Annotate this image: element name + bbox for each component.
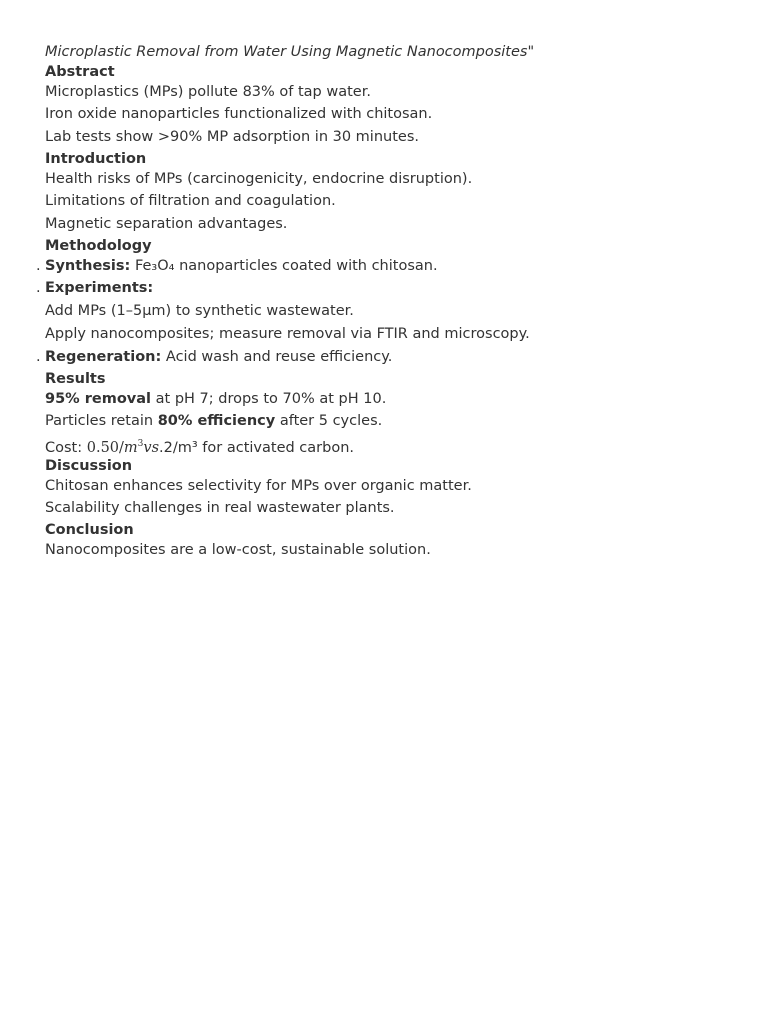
discussion-heading: Discussion — [45, 458, 133, 474]
discussion-line: Scalability challenges in real wastewater plants. — [45, 500, 395, 516]
cost-math — [87, 440, 159, 456]
cost-math-vs: vs — [143, 440, 160, 456]
abstract-line: Iron oxide nanoparticles functionalized with chitosan. — [45, 106, 433, 122]
introduction-heading: Introduction — [45, 151, 147, 167]
cost-math-num: 0.50/ — [86, 440, 124, 456]
efficiency-bold: 80% efficiency — [157, 413, 276, 429]
methodology-item-experiments — [36, 277, 768, 300]
removal-rest: at pH 7; drops to 70% at pH 10. — [151, 391, 387, 407]
regeneration-text: Acid wash and reuse efficiency. — [161, 349, 393, 365]
abstract-line: Microplastics (MPs) pollute 83% of tap water. — [45, 84, 371, 100]
abstract-line: Lab tests show >90% MP adsorption in 30 minutes. — [45, 129, 419, 145]
cost-math-sup: 3 — [137, 439, 144, 449]
synthesis-label: Synthesis: — [45, 258, 131, 274]
document-title: Microplastic Removal from Water Using Magnetic Nanocomposites" — [45, 44, 535, 60]
methodology-item-synthesis — [36, 256, 768, 277]
introduction-line: Health risks of MPs (carcinogenicity, endocrine disruption). — [45, 171, 473, 187]
conclusion-line: Nanocomposites are a low-cost, sustainable solution. — [45, 542, 431, 558]
cost-math-m: m — [123, 440, 138, 456]
methodology-heading: Methodology — [45, 238, 152, 254]
removal-bold: 95% removal — [45, 391, 152, 407]
bullet-mark: . — [36, 258, 41, 274]
cost-pre: Cost: — [45, 440, 87, 456]
results-line-efficiency — [45, 410, 768, 433]
bullet-mark: . — [36, 280, 41, 296]
conclusion-heading: Conclusion — [45, 522, 134, 538]
regeneration-label: Regeneration: — [45, 349, 162, 365]
abstract-heading: Abstract — [45, 64, 115, 80]
introduction-line: Magnetic separation advantages. — [45, 216, 288, 232]
results-line-cost — [45, 433, 768, 456]
experiment-line: Add MPs (1–5μm) to synthetic wastewater. — [45, 303, 354, 319]
efficiency-pre: Particles retain — [45, 413, 158, 429]
experiment-line: Apply nanocomposites; measure removal via FTIR and microscopy. — [45, 326, 530, 342]
cost-rest: .2/m³ for activated carbon. — [159, 440, 354, 456]
results-heading: Results — [45, 371, 106, 387]
discussion-line: Chitosan enhances selectivity for MPs over organic matter. — [45, 478, 472, 494]
methodology-item-regeneration — [36, 346, 768, 369]
efficiency-rest: after 5 cycles. — [275, 413, 383, 429]
synthesis-text: Fe₃O₄ nanoparticles coated with chitosan. — [130, 258, 438, 274]
experiments-label: Experiments: — [45, 280, 154, 296]
bullet-mark: . — [36, 349, 41, 365]
results-line-removal — [45, 389, 768, 410]
introduction-line: Limitations of filtration and coagulation. — [45, 193, 336, 209]
